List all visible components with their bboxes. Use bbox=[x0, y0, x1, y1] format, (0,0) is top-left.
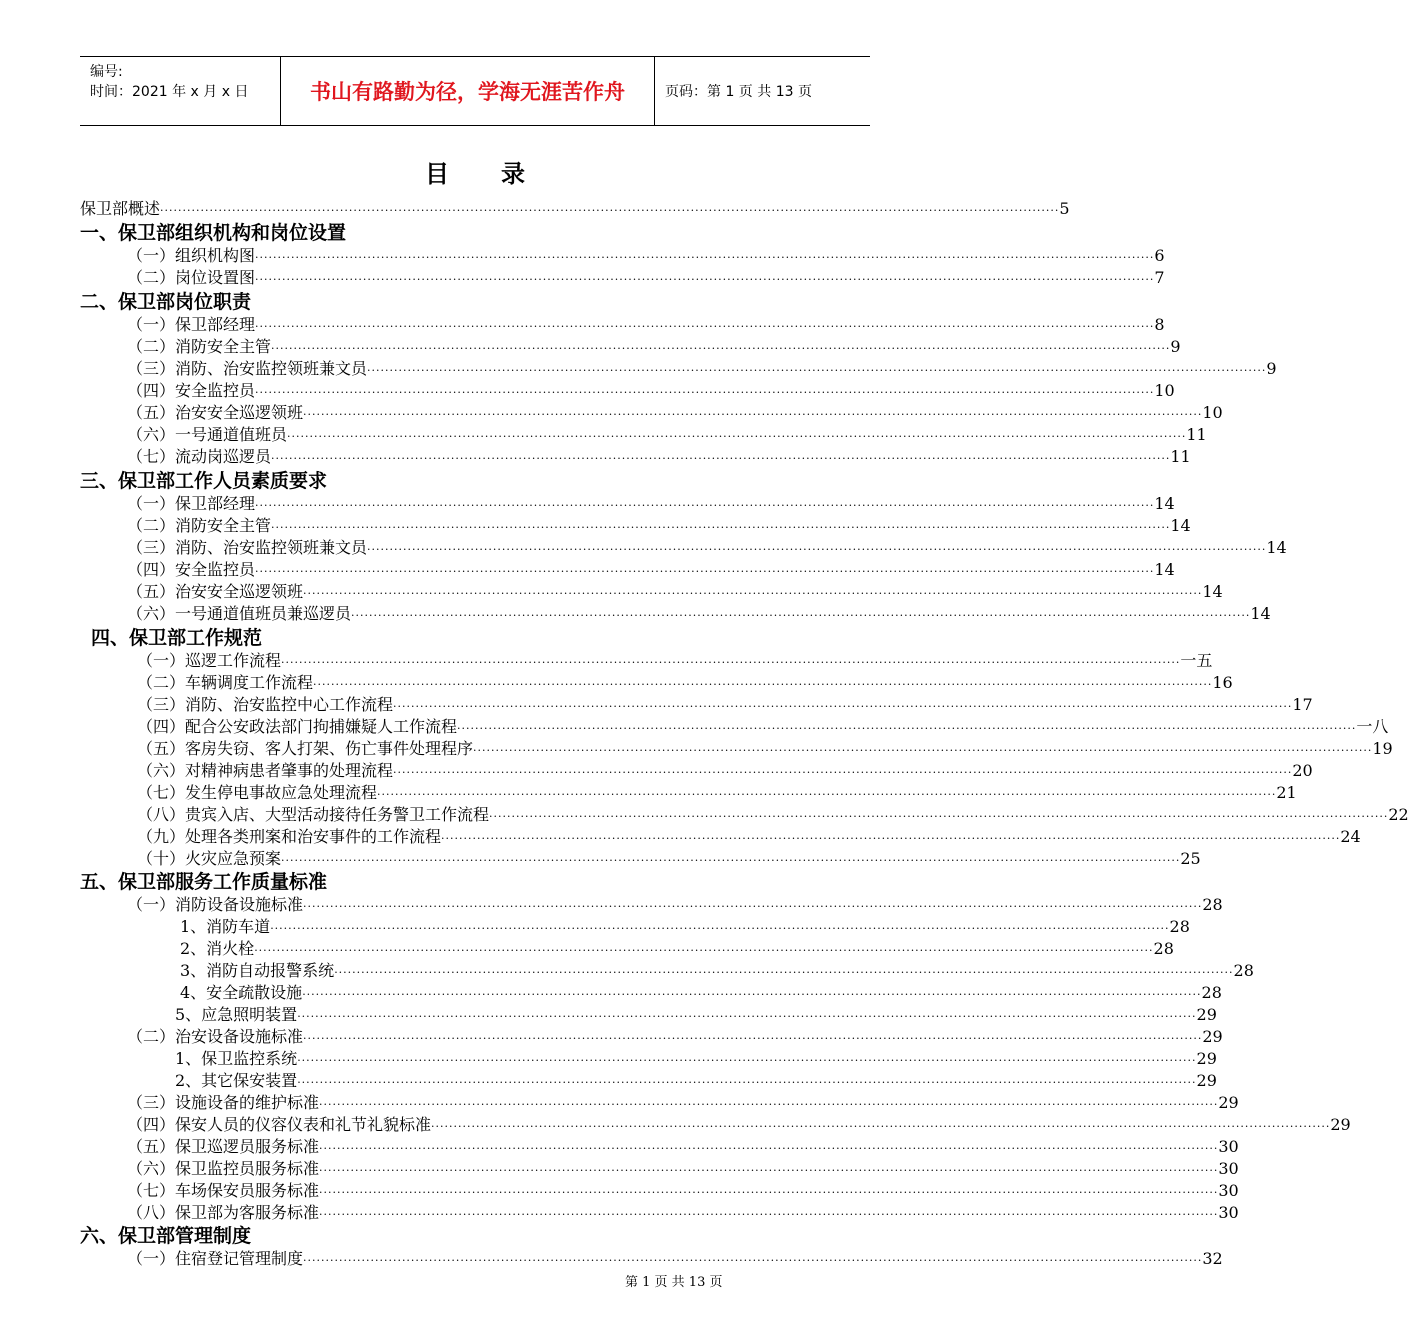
toc-leader: ········································································································································································································ bbox=[457, 722, 1357, 735]
toc-entry-page: 20 bbox=[1292, 761, 1313, 780]
toc-entry-page: 6 bbox=[1154, 246, 1165, 265]
toc-entry-page: 14 bbox=[1170, 516, 1191, 535]
toc-leader: ········································································································································································································ bbox=[302, 988, 1202, 1001]
toc-entry-label: （五）治安安全巡逻领班 bbox=[127, 403, 304, 422]
toc-leader: ········································································································································································································ bbox=[441, 832, 1341, 845]
toc-leader: ········································································································································································································ bbox=[271, 342, 1171, 355]
toc-entry[interactable] bbox=[137, 824, 1361, 846]
toc-entry-page: 14 bbox=[1154, 560, 1175, 579]
toc-heading-label: 四、保卫部工作规范 bbox=[91, 627, 263, 649]
toc-leader: ········································································································································································································ bbox=[271, 452, 1171, 465]
toc-entry-label: 保卫部概述 bbox=[80, 199, 161, 218]
header-meta bbox=[80, 57, 281, 125]
toc-entry-page: 22 bbox=[1388, 805, 1409, 824]
toc-heading-label: 六、保卫部管理制度 bbox=[80, 1225, 252, 1247]
toc-entry[interactable] bbox=[127, 491, 1175, 513]
toc-entry-label: （十）火灾应急预案 bbox=[137, 849, 282, 868]
toc-entry[interactable] bbox=[137, 692, 1313, 714]
toc-entry[interactable] bbox=[127, 400, 1223, 422]
toc-entry[interactable] bbox=[80, 196, 1070, 218]
toc-entry-label: （一）住宿登记管理制度 bbox=[127, 1249, 304, 1268]
toc-entry-page: 11 bbox=[1170, 447, 1191, 466]
toc-leader: ········································································································································································································ bbox=[270, 922, 1170, 935]
toc-entry[interactable] bbox=[127, 312, 1165, 334]
toc-entry-page: 21 bbox=[1276, 783, 1297, 802]
toc-entry-page: 8 bbox=[1154, 315, 1165, 334]
toc-entry-label: （五）客房失窃、客人打架、伤亡事件处理程序 bbox=[137, 739, 474, 758]
toc-leader: ········································································································································································································ bbox=[319, 1142, 1219, 1155]
toc-leader: ········································································································································································································ bbox=[287, 430, 1187, 443]
toc-entry-page: 30 bbox=[1218, 1203, 1239, 1222]
header-page-info: 页码：第 1 页 共 13 页 bbox=[665, 84, 812, 100]
toc-leader: ········································································································································································································ bbox=[303, 587, 1203, 600]
toc-section-heading[interactable] bbox=[80, 867, 327, 891]
toc-entry-page: 28 bbox=[1201, 983, 1222, 1002]
toc-entry-label: （六）一号通道值班员兼巡逻员 bbox=[127, 604, 352, 623]
toc-leader: ········································································································································································································ bbox=[393, 700, 1293, 713]
toc-entry-label: （一）保卫部经理 bbox=[127, 494, 256, 513]
toc-entry[interactable] bbox=[127, 1246, 1223, 1268]
toc-entry-page: 29 bbox=[1330, 1115, 1351, 1134]
toc-leader: ········································································································································································································ bbox=[255, 273, 1155, 286]
toc-heading-label: 二、保卫部岗位职责 bbox=[80, 291, 252, 313]
toc-entry[interactable] bbox=[127, 892, 1223, 914]
toc-entry-page: 32 bbox=[1202, 1249, 1223, 1268]
toc-entry-label: （四）安全监控员 bbox=[127, 381, 256, 400]
toc-entry-label: （一）消防设备设施标准 bbox=[127, 895, 304, 914]
toc-entry[interactable] bbox=[137, 758, 1313, 780]
toc-entry-label: （三）消防、治安监控领班兼文员 bbox=[127, 359, 368, 378]
toc-leader: ········································································································································································································ bbox=[255, 499, 1155, 512]
toc-entry-label: 2、其它保安装置 bbox=[175, 1071, 298, 1090]
toc-entry-page: 28 bbox=[1153, 939, 1174, 958]
toc-entry[interactable] bbox=[127, 356, 1277, 378]
toc-entry-label: 2、消火栓 bbox=[180, 939, 255, 958]
toc-entry-page: 29 bbox=[1196, 1071, 1217, 1090]
toc-leader: ········································································································································································································ bbox=[319, 1098, 1219, 1111]
toc-entry[interactable] bbox=[127, 601, 1271, 623]
toc-leader: ········································································································································································································ bbox=[254, 944, 1154, 957]
toc-leader: ········································································································································································································ bbox=[489, 810, 1389, 823]
toc-entry-label: 1、消防车道 bbox=[180, 917, 271, 936]
toc-entry-label: （一）保卫部经理 bbox=[127, 315, 256, 334]
header-motto: 书山有路勤为径，学海无涯苦作舟 bbox=[281, 57, 655, 125]
toc-entry-label: （八）保卫部为客服务标准 bbox=[127, 1203, 320, 1222]
toc-entry-label: （七）车场保安员服务标准 bbox=[127, 1181, 320, 1200]
toc-entry[interactable] bbox=[175, 1002, 1217, 1024]
toc-entry-page: 19 bbox=[1372, 739, 1393, 758]
toc-entry[interactable] bbox=[127, 535, 1287, 557]
toc-entry-page: 17 bbox=[1292, 695, 1313, 714]
toc-entry-label: （五）保卫巡逻员服务标准 bbox=[127, 1137, 320, 1156]
toc-leader: ········································································································································································································ bbox=[303, 1032, 1203, 1045]
toc-entry-label: （二）消防安全主管 bbox=[127, 337, 272, 356]
toc-leader: ········································································································································································································ bbox=[297, 1010, 1197, 1023]
page-header bbox=[80, 56, 870, 126]
toc-entry-label: （八）贵宾入店、大型活动接待任务警卫工作流程 bbox=[137, 805, 490, 824]
toc-entry[interactable] bbox=[127, 1200, 1239, 1222]
toc-entry[interactable] bbox=[127, 1024, 1223, 1046]
toc-entry[interactable] bbox=[180, 914, 1190, 936]
toc-entry-label: （九）处理各类刑案和治安事件的工作流程 bbox=[137, 827, 442, 846]
toc-entry[interactable] bbox=[137, 802, 1409, 824]
toc-entry[interactable] bbox=[180, 980, 1222, 1002]
toc-leader: ········································································································································································································ bbox=[367, 543, 1267, 556]
toc-entry[interactable] bbox=[127, 1178, 1239, 1200]
toc-heading-label: 一、保卫部组织机构和岗位设置 bbox=[80, 222, 347, 244]
toc-entry-label: （一）巡逻工作流程 bbox=[137, 651, 282, 670]
toc-leader: ········································································································································································································ bbox=[255, 320, 1155, 333]
toc-entry-page: 9 bbox=[1170, 337, 1181, 356]
toc-entry[interactable] bbox=[127, 513, 1191, 535]
toc-entry[interactable] bbox=[127, 444, 1191, 466]
toc-entry-page: 一八 bbox=[1356, 717, 1389, 736]
toc-entry[interactable] bbox=[127, 422, 1207, 444]
toc-leader: ········································································································································································································ bbox=[255, 251, 1155, 264]
toc-entry[interactable] bbox=[175, 1046, 1217, 1068]
toc-entry[interactable] bbox=[127, 1134, 1239, 1156]
toc-entry-page: 25 bbox=[1180, 849, 1201, 868]
toc-entry-label: （五）治安安全巡逻领班 bbox=[127, 582, 304, 601]
toc-entry-page: 29 bbox=[1218, 1093, 1239, 1112]
toc-entry[interactable] bbox=[137, 714, 1389, 736]
toc-entry-page: 16 bbox=[1212, 673, 1233, 692]
toc-entry-page: 28 bbox=[1233, 961, 1254, 980]
toc-leader: ········································································································································································································ bbox=[255, 386, 1155, 399]
toc-leader: ········································································································································································································ bbox=[303, 1254, 1203, 1267]
toc-entry[interactable] bbox=[137, 736, 1393, 758]
page-title: 目录 bbox=[425, 160, 577, 188]
toc-heading-label: 三、保卫部工作人员素质要求 bbox=[80, 470, 328, 492]
toc-leader: ········································································································································································································ bbox=[431, 1120, 1331, 1133]
toc-entry-page: 30 bbox=[1218, 1181, 1239, 1200]
toc-entry-page: 14 bbox=[1250, 604, 1271, 623]
toc-entry-label: （七）流动岗巡逻员 bbox=[127, 447, 272, 466]
toc-entry-label: （一）组织机构图 bbox=[127, 246, 256, 265]
document-number-label: 编号: bbox=[90, 64, 123, 80]
toc-entry-page: 28 bbox=[1202, 895, 1223, 914]
toc-section-heading[interactable] bbox=[80, 287, 251, 311]
toc-entry[interactable] bbox=[137, 780, 1297, 802]
toc-entry-page: 5 bbox=[1059, 199, 1070, 218]
toc-entry-page: 一五 bbox=[1180, 651, 1213, 670]
toc-entry-page: 30 bbox=[1218, 1137, 1239, 1156]
toc-entry[interactable] bbox=[127, 1090, 1239, 1112]
toc-entry[interactable] bbox=[137, 846, 1201, 868]
document-date: 时间：2021 年 x 月 x 日 bbox=[90, 84, 249, 100]
toc-entry-page: 14 bbox=[1266, 538, 1287, 557]
toc-section-heading[interactable] bbox=[80, 218, 346, 242]
toc-entry-page: 10 bbox=[1202, 403, 1223, 422]
toc-leader: ········································································································································································································ bbox=[281, 656, 1181, 669]
toc-entry[interactable] bbox=[180, 936, 1174, 958]
toc-entry-label: （二）车辆调度工作流程 bbox=[137, 673, 314, 692]
toc-entry-page: 14 bbox=[1202, 582, 1223, 601]
toc-entry-label: （四）安全监控员 bbox=[127, 560, 256, 579]
toc-entry[interactable] bbox=[137, 648, 1213, 670]
toc-entry-label: （二）治安设备设施标准 bbox=[127, 1027, 304, 1046]
toc-entry-label: 3、消防自动报警系统 bbox=[180, 961, 335, 980]
toc-entry-label: （二）岗位设置图 bbox=[127, 268, 256, 287]
toc-leader: ········································································································································································································ bbox=[160, 204, 1060, 217]
toc-entry[interactable] bbox=[127, 243, 1165, 265]
toc-section-heading[interactable] bbox=[80, 466, 327, 490]
toc-leader: ········································································································································································································ bbox=[319, 1164, 1219, 1177]
toc-leader: ········································································································································································································ bbox=[255, 565, 1155, 578]
toc-leader: ········································································································································································································ bbox=[351, 609, 1251, 622]
toc-entry-label: 1、保卫监控系统 bbox=[175, 1049, 298, 1068]
toc-entry[interactable] bbox=[175, 1068, 1217, 1090]
toc-entry-page: 11 bbox=[1186, 425, 1207, 444]
toc-entry-page: 29 bbox=[1202, 1027, 1223, 1046]
toc-heading-label: 五、保卫部服务工作质量标准 bbox=[80, 871, 328, 893]
toc-leader: ········································································································································································································ bbox=[334, 966, 1234, 979]
toc-entry-page: 28 bbox=[1169, 917, 1190, 936]
toc-entry-page: 10 bbox=[1154, 381, 1175, 400]
toc-leader: ········································································································································································································ bbox=[297, 1076, 1197, 1089]
toc-entry-label: （六）对精神病患者肇事的处理流程 bbox=[137, 761, 394, 780]
toc-entry-page: 14 bbox=[1154, 494, 1175, 513]
toc-entry-label: （三）设施设备的维护标准 bbox=[127, 1093, 320, 1112]
toc-entry-page: 24 bbox=[1340, 827, 1361, 846]
toc-leader: ········································································································································································································ bbox=[303, 900, 1203, 913]
toc-entry[interactable] bbox=[137, 670, 1233, 692]
toc-leader: ········································································································································································································ bbox=[271, 521, 1171, 534]
toc-leader: ········································································································································································································ bbox=[319, 1208, 1219, 1221]
toc-entry[interactable] bbox=[127, 334, 1181, 356]
toc-entry[interactable] bbox=[180, 958, 1254, 980]
toc-entry-label: 4、安全疏散设施 bbox=[180, 983, 303, 1002]
page-footer: 第 1 页 共 13 页 bbox=[625, 1275, 723, 1290]
toc-leader: ········································································································································································································ bbox=[313, 678, 1213, 691]
toc-entry-page: 9 bbox=[1266, 359, 1277, 378]
toc-entry-page: 29 bbox=[1196, 1049, 1217, 1068]
toc-leader: ········································································································································································································ bbox=[297, 1054, 1197, 1067]
toc-leader: ········································································································································································································ bbox=[303, 408, 1203, 421]
toc-entry-label: （七）发生停电事故应急处理流程 bbox=[137, 783, 378, 802]
toc-entry[interactable] bbox=[127, 557, 1175, 579]
toc-entry-label: （二）消防安全主管 bbox=[127, 516, 272, 535]
toc-entry-label: （四）配合公安政法部门拘捕嫌疑人工作流程 bbox=[137, 717, 458, 736]
toc-entry-label: （六）一号通道值班员 bbox=[127, 425, 288, 444]
toc-entry-page: 29 bbox=[1196, 1005, 1217, 1024]
toc-section-heading[interactable] bbox=[91, 623, 262, 647]
toc-entry-label: （六）保卫监控员服务标准 bbox=[127, 1159, 320, 1178]
toc-section-heading[interactable] bbox=[80, 1221, 251, 1245]
toc-entry[interactable] bbox=[127, 579, 1223, 601]
toc-leader: ········································································································································································································ bbox=[319, 1186, 1219, 1199]
toc-entry[interactable] bbox=[127, 378, 1175, 400]
toc-leader: ········································································································································································································ bbox=[281, 854, 1181, 867]
toc-entry-page: 7 bbox=[1154, 268, 1165, 287]
toc-leader: ········································································································································································································ bbox=[377, 788, 1277, 801]
toc-entry-label: （三）消防、治安监控领班兼文员 bbox=[127, 538, 368, 557]
toc-leader: ········································································································································································································ bbox=[367, 364, 1267, 377]
toc-entry[interactable] bbox=[127, 1156, 1239, 1178]
toc-entry[interactable] bbox=[127, 1112, 1351, 1134]
toc-leader: ········································································································································································································ bbox=[393, 766, 1293, 779]
toc-entry-page: 30 bbox=[1218, 1159, 1239, 1178]
toc-entry-label: 5、应急照明装置 bbox=[175, 1005, 298, 1024]
toc-entry-label: （三）消防、治安监控中心工作流程 bbox=[137, 695, 394, 714]
toc-entry-label: （四）保安人员的仪容仪表和礼节礼貌标准 bbox=[127, 1115, 432, 1134]
toc-leader: ········································································································································································································ bbox=[473, 744, 1373, 757]
toc-entry[interactable] bbox=[127, 265, 1165, 287]
